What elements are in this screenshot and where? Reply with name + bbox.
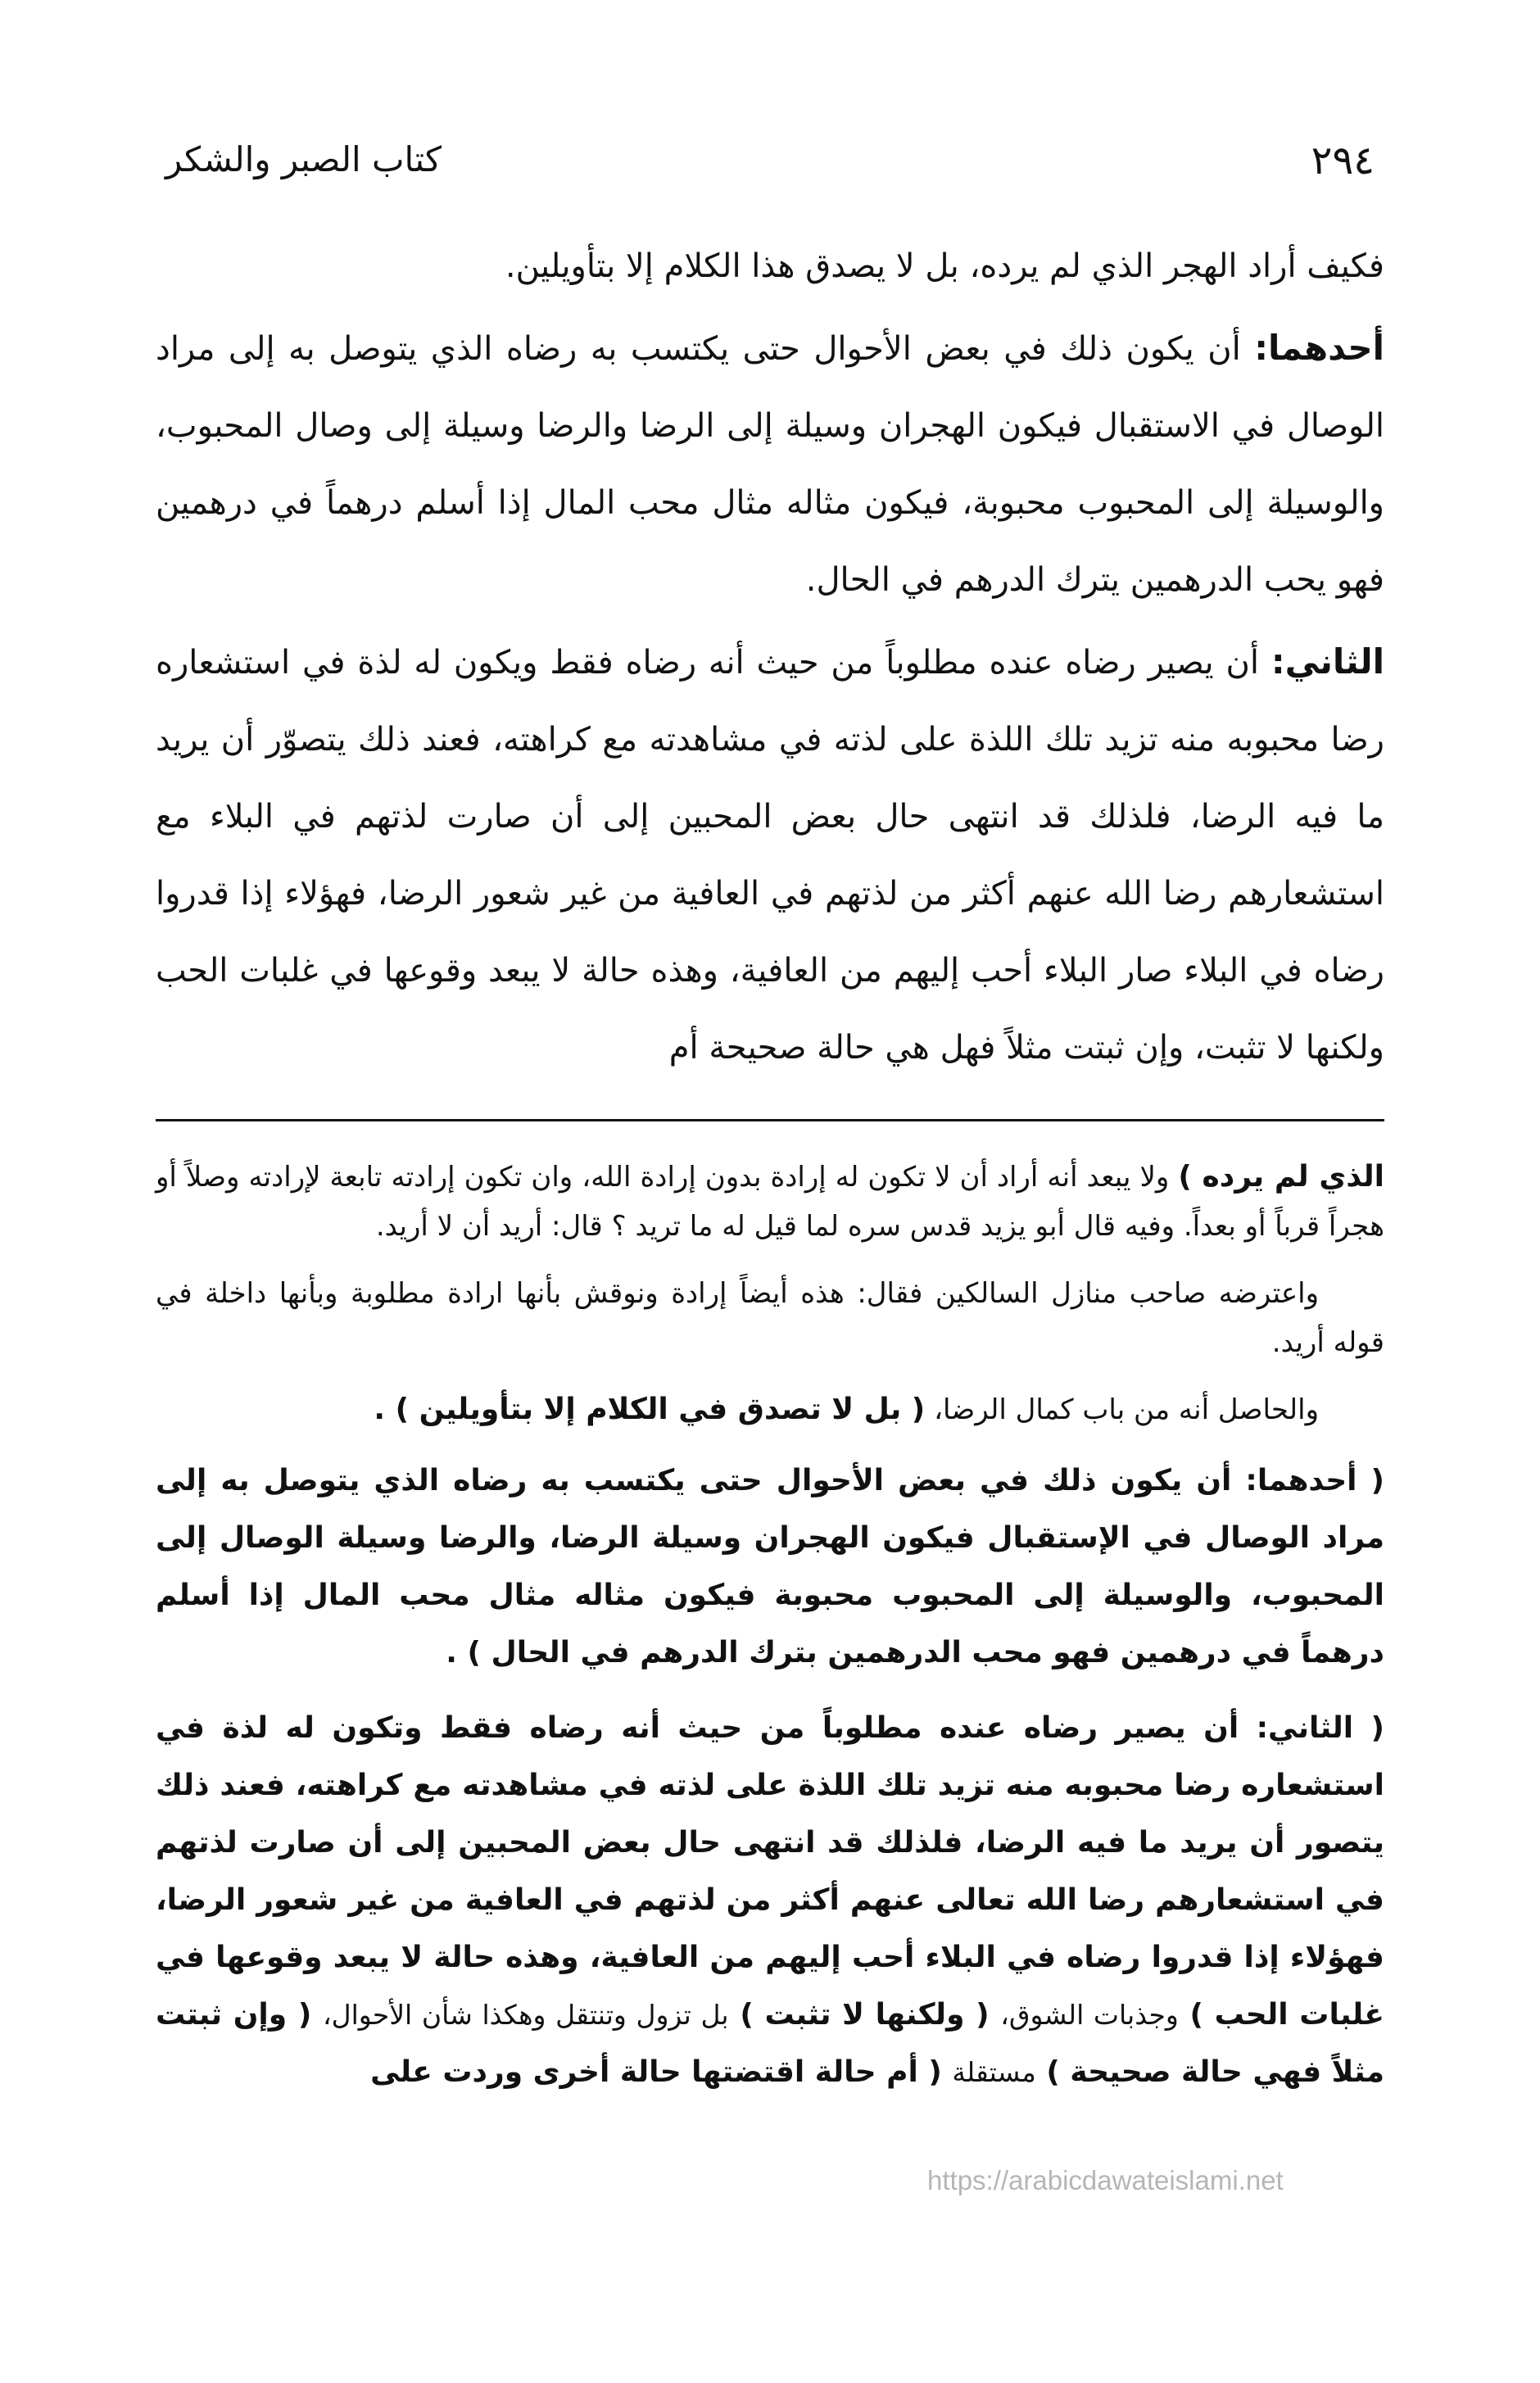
commentary — [156, 1153, 1384, 2101]
book-title: كتاب الصبر والشكر — [165, 139, 442, 179]
commentary-paragraph-3 — [156, 1385, 1384, 1434]
commentary-paragraph-2: واعترضه صاحب منازل السالكين فقال: هذه أيضاً إرادة ونوقش بأنها ارادة مطلوبة وبأنها داخلة في قوله أريد. — [156, 1277, 1384, 1359]
first-interpretation-text: أن يكون ذلك في بعض الأحوال حتى يكتسب به رضاه الذي يتوصل به إلى مراد الوصال في الاستقبال فيكون الهجران وسيلة إلى الرضا والرضا وسيلة إلى وصال المحبوب، والوسيلة إلى المحبوب محبوبة، فيكون مثاله مثال محب المال إذا أسلم درهماً في درهمين فهو يحب الدرهمين يترك الدرهم في الحال. — [156, 330, 1384, 599]
commentary-text-1: ولا يبعد أنه أراد أن لا تكون له إرادة بدون إرادة الله، وان تكون إرادته تابعة لإرادته وصلاً أو هجراً قرباً أو بعداً. وفيه قال أبو يزيد قدس سره لما قيل له ما تريد ؟ قال: أريد أن لا أريد. — [156, 1161, 1384, 1243]
paragraph-intro: فكيف أراد الهجر الذي لم يرده، بل لا يصدق هذا الكلام إلا بتأويلين. — [505, 247, 1384, 285]
commentary-quote-5a: ( الثاني: أن يصير رضاه عنده مطلوباً من حيث أنه رضاه فقط وتكون له لذة في استشعاره رضا محبوبه منه تزيد تلك اللذة على لذته في مشاهدته مع كراهته، فعند ذلك يتصور أن يريد ما فيه الرضا، فلذلك قد انتهى حال بعض المحبين إلى أن صارت لذتهم في استشعارهم رضا الله تعالى عنهم أكثر من لذتهم في العافية من غير شعور الرضا، فهؤلاء إذا قدروا رضاه في البلاء أحب إليهم من العافية، وهذه حالة لا يبعد وقوعها في غلبات الحب ) — [156, 1711, 1384, 2032]
commentary-quote-1: الذي لم يرده ) — [1178, 1160, 1385, 1194]
commentary-paragraph-4: ( أحدهما: أن يكون ذلك في بعض الأحوال حتى يكتسب به رضاه الذي يتوصل به إلى مراد الوصال في الإستقبال فيكون الهجران وسيلة الرضا، والرضا وسيلة الوصال إلى المحبوب، والوسيلة إلى المحبوب محبوبة فيكون مثاله مثال محب المال إذا أسلم درهماً في درهمين فهو محب الدرهمين بترك الدرهم في الحال ) . — [156, 1464, 1384, 1669]
watermark-url: https://arabicdawateislami.net — [927, 2165, 1284, 2195]
main-text — [156, 228, 1384, 1086]
commentary-paragraph-1 — [156, 1153, 1384, 1251]
commentary-plain-5b: بل تزول وتنتقل وهكذا شأن الأحوال، — [322, 1999, 729, 2031]
commentary-plain-5c: مستقلة — [952, 2056, 1036, 2088]
paragraph-second-interpretation — [156, 623, 1384, 1086]
commentary-quote-3: ( بل لا تصدق في الكلام إلا بتأويلين ) . — [374, 1393, 926, 1426]
second-interpretation-label: الثاني: — [1270, 641, 1384, 682]
first-interpretation-label: أحدهما: — [1254, 328, 1385, 368]
section-divider — [156, 1119, 1384, 1121]
commentary-quote-5d: ( أم حالة اقتضتها حالة أخرى وردت على — [370, 2055, 942, 2089]
commentary-quote-5c: ( وإن ثبتت مثلاً فهي حالة صحيحة ) — [156, 1998, 1384, 2089]
page-number: ٢٩٤ — [1311, 138, 1375, 183]
commentary-plain-5a: وجذبات الشوق، — [1000, 1999, 1179, 2031]
commentary-text-3: والحاصل أنه من باب كمال الرضا، — [934, 1393, 1319, 1426]
page-header — [156, 123, 1384, 205]
paragraph-first-interpretation — [156, 310, 1384, 618]
second-interpretation-text: أن يصير رضاه عنده مطلوباً من حيث أنه رضاه فقط ويكون له لذة في استشعاره رضا محبوبه منه تزيد تلك اللذة على لذته في مشاهدته مع كراهته، فعند ذلك يتصوّر أن يريد ما فيه الرضا، فلذلك قد انتهى حال بعض المحبين إلى أن صارت لذتهم في البلاء مع استشعارهم رضا الله عنهم أكثر من لذتهم في العافية من غير شعور الرضا، فهؤلاء إذا قدروا رضاه في البلاء صار البلاء أحب إليهم من العافية، وهذه حالة لا يبعد وقوعها في غلبات الحب ولكنها لا تثبت، وإن ثبتت مثلاً فهل هي حالة صحيحة أم — [156, 644, 1384, 1067]
commentary-paragraph-5 — [156, 1700, 1384, 2101]
commentary-quote-5b: ( ولكنها لا تثبت ) — [740, 1998, 990, 2032]
book-page — [156, 123, 1384, 2335]
